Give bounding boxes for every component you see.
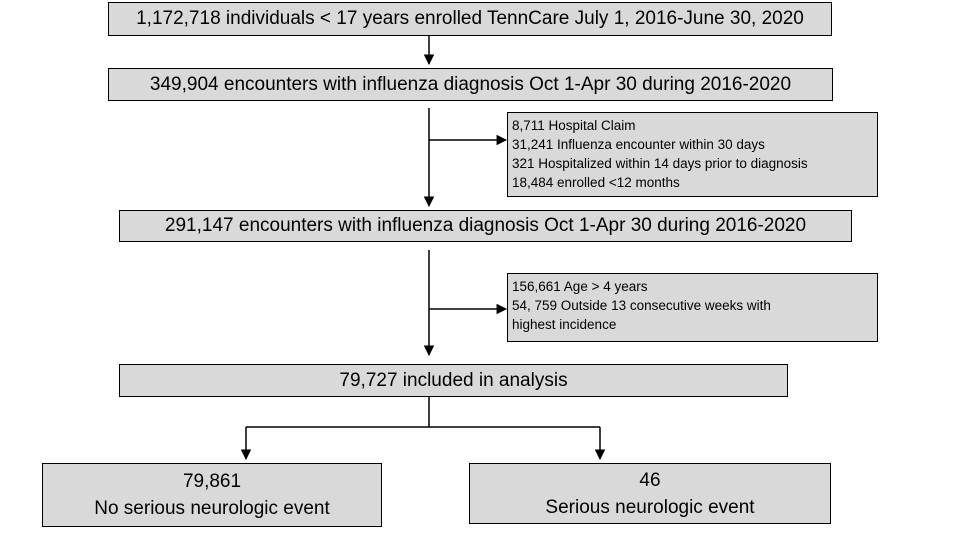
exclusion-1-enrollment: 18,484 enrolled <12 months (512, 175, 680, 190)
exclusion-box-2 (507, 273, 878, 342)
exclusion-1-recent-encounter: 31,241 Influenza encounter within 30 days (512, 137, 765, 152)
enrolled-box: 1,172,718 individuals < 17 years enrolled TennCare July 1, 2016-June 30, 2020 (108, 2, 832, 36)
exclusion-box-1 (507, 112, 878, 197)
exclusion-2-age: 156,661 Age > 4 years (512, 279, 648, 294)
no-event-box (42, 463, 382, 527)
included-box: 79,727 included in analysis (119, 364, 788, 397)
exclusion-2-weeks-cont: highest incidence (512, 317, 617, 332)
no-event-label: No serious neurologic event (94, 498, 330, 519)
event-count: 46 (639, 469, 661, 491)
encounters-filtered-box: 291,147 encounters with influenza diagnosis Oct 1-Apr 30 during 2016-2020 (119, 210, 852, 242)
no-event-count: 79,861 (182, 471, 242, 492)
event-box (469, 463, 831, 524)
exclusion-2-weeks: 54, 759 Outside 13 consecutive weeks with (512, 298, 771, 313)
exclusion-1-prior-hospitalization: 321 Hospitalized within 14 days prior to diagnosis (512, 156, 808, 171)
exclusion-1-hospital-claim: 8,711 Hospital Claim (512, 118, 636, 133)
encounters-initial-box: 349,904 encounters with influenza diagnosis Oct 1-Apr 30 during 2016-2020 (108, 68, 833, 101)
event-label: Serious neurologic event (545, 496, 755, 518)
